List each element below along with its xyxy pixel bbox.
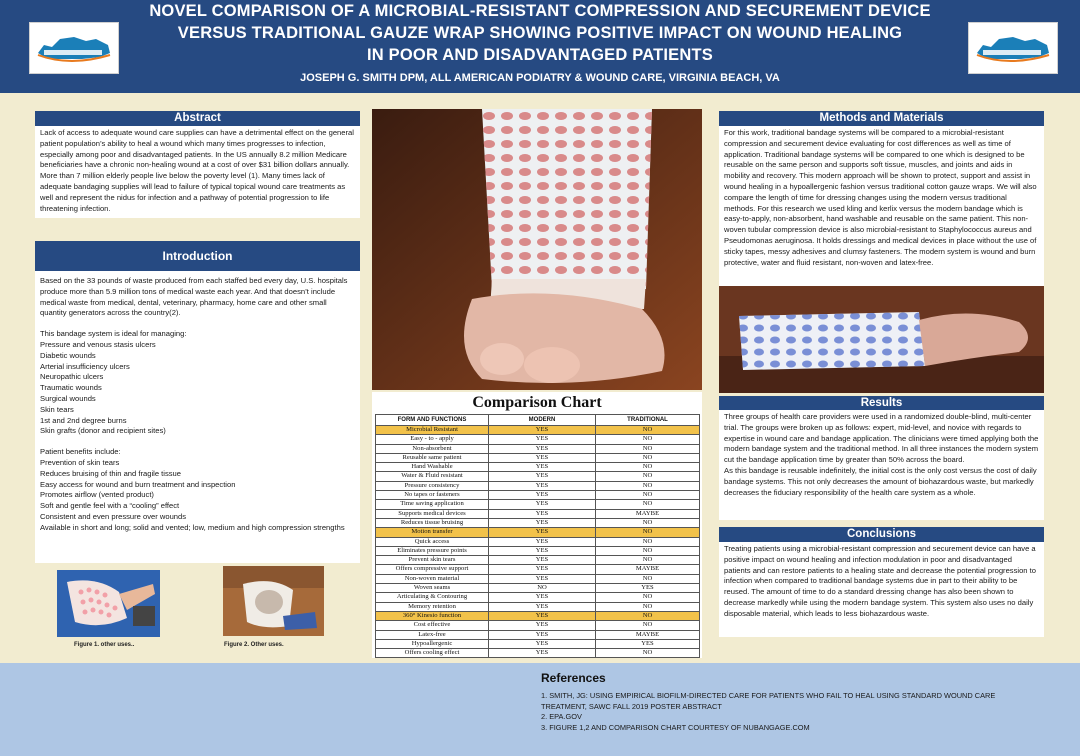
feature-cell: Water & Fluid resistant [376,472,489,481]
feature-cell: Latex-free [376,630,489,639]
comparison-row [376,537,700,546]
traditional-cell: NO [596,621,700,630]
traditional-cell: NO [596,537,700,546]
ideal-item: Neuropathic ulcers [40,372,104,382]
modern-cell: YES [489,630,596,639]
modern-cell: YES [489,565,596,574]
modern-cell: NO [489,584,596,593]
feature-cell: Supports medical devices [376,509,489,518]
feature-cell: Eliminates pressure points [376,546,489,555]
modern-cell: YES [489,481,596,490]
traditional-cell: NO [596,472,700,481]
modern-cell: YES [489,546,596,555]
traditional-cell: NO [596,556,700,565]
traditional-cell: NO [596,546,700,555]
comparison-row [376,621,700,630]
conclusions-section [719,527,1044,637]
feature-cell: Prevent skin tears [376,556,489,565]
traditional-cell: NO [596,481,700,490]
poster-header [0,0,1080,93]
title-line-2: VERSUS TRADITIONAL GAUZE WRAP SHOWING POSITIVE IMPACT ON WOUND HEALING [177,24,903,42]
feature-cell: Hypoallergenic [376,639,489,648]
feature-cell: Quick access [376,537,489,546]
comparison-row [376,639,700,648]
reference-item: 3. FIGURE 1,2 AND COMPARISON CHART COURTESY OF NUBANGAGE.COM [541,722,810,732]
comparison-row [376,463,700,472]
feature-cell: 360° Kinesio function [376,611,489,620]
ideal-item: Pressure and venous stasis ulcers [40,339,156,349]
comparison-row [376,630,700,639]
title-line-1: NOVEL COMPARISON OF A MICROBIAL-RESISTANT COMPRESSION AND SECUREMENT DEVICE [149,2,931,20]
benefits-intro: Patient benefits include: [40,447,121,457]
conclusions-heading: Conclusions [719,527,1044,542]
modern-cell: YES [489,444,596,453]
traditional-cell: NO [596,602,700,611]
benefit-item: Promotes airflow (vented product) [40,490,154,500]
comparison-row [376,500,700,509]
foot-photo-large [372,109,702,390]
ideal-intro: This bandage system is ideal for managing: [40,329,187,339]
abstract-heading: Abstract [35,111,360,126]
reference-item: 1. SMITH, JG: USING EMPIRICAL BIOFILM-DIRECTED CARE FOR PATIENTS WHO FAIL TO HEAL USING STANDARD WOUND CARE TREATMENT, SAWC FALL 2019 POSTER ABSTRACT [541,691,996,711]
modern-cell: YES [489,556,596,565]
feature-cell: Microbial Resistant [376,426,489,435]
traditional-cell: NO [596,574,700,583]
modern-cell: YES [489,621,596,630]
conclusions-text: Treating patients using a microbial-resistant compression and securement device can have a positive impact on wound healing and infection modulation in poor and disadvantaged patients and can restore patients to a healing state and decrease the potential progression to infection when compared to traditional bandage systems due in part to their ability to be reused. The amount of time to do a standard dressing change has also been shown to decrease markedly while using the modern bandage system. This system also uses no daily disposable material, which leads to less biohazardous waste. [724,544,1036,618]
title-line-3: IN POOR AND DISADVANTAGED PATIENTS [367,46,713,64]
comparison-row [376,546,700,555]
comparison-chart [372,392,702,658]
traditional-cell: NO [596,426,700,435]
traditional-cell: NO [596,649,700,658]
comparison-header-row [376,415,700,426]
feature-cell: Pressure consistency [376,481,489,490]
feature-cell: Non-absorbent [376,444,489,453]
comparison-row [376,426,700,435]
comparison-title: Comparison Chart [472,394,602,411]
figure-2-caption: Figure 2. Other uses. [224,642,284,648]
traditional-cell: MAYBE [596,509,700,518]
modern-cell: YES [489,528,596,537]
foot-photo-side [719,286,1044,393]
comparison-row [376,509,700,518]
comparison-row [376,518,700,527]
references-heading: References [541,671,606,685]
results-paragraph: As this bandage is reusable indefinitely, the initial cost is the only cost versus the cost of daily bandage systems. This not only decreases the amount of biohazardous waste, but markedly decreases the fiduciary responsibility of the health care system as a whole. [724,465,1037,497]
comparison-table [375,414,700,658]
modern-cell: YES [489,537,596,546]
feature-cell: Memory retention [376,602,489,611]
modern-cell: YES [489,463,596,472]
traditional-cell: YES [596,584,700,593]
column-header: TRADITIONAL [596,415,700,426]
left-logo [29,22,119,74]
comparison-row [376,472,700,481]
introduction-section [35,241,360,563]
methods-text: For this work, traditional bandage systems will be compared to a microbial-resistant compression and securement device evaluating for cost differences as well as time of application. Traditional bandage systems will be compared to one which is designed to be reusable on the same person and supports soft tissue, muscles, and joints and aids in mobility and recovery. This modern approach will be shown to protect, support and assist in wound healing in a hypoallergenic fashion versus traditional cotton gauze wraps. We will also compare the length of time for dressing changes using the modern versus traditional methods. For this research we used kling and kerlix versus the modern bandage which is easy-to-apply, non-absorbent, hand washable and reusable on the same patient. This non-woven tubular compression device is also microbial-resistant to Staphylococcus aureus and Pseudomonas aeruginosa. It holds dressings and medical devices in place without the use of sticky tapes, messy adhesives and clumsy fasteners. The modern system is wound and burn protective, water and fluid resistant, non-woven and latex-free. [724,128,1037,267]
column-header: FORM AND FUNCTIONS [376,415,489,426]
traditional-cell: MAYBE [596,630,700,639]
feature-cell: Reduces tissue bruising [376,518,489,527]
ideal-item: Arterial insufficiency ulcers [40,361,130,371]
comparison-row [376,602,700,611]
modern-cell: YES [489,491,596,500]
methods-section [719,111,1044,286]
feature-cell: Motion transfer [376,528,489,537]
figure-1-image [57,570,160,637]
traditional-cell: NO [596,528,700,537]
traditional-cell: YES [596,639,700,648]
comparison-row [376,444,700,453]
feature-cell: Hand Washable [376,463,489,472]
comparison-row [376,611,700,620]
ideal-item: Skin tears [40,404,74,414]
traditional-cell: NO [596,611,700,620]
comparison-row [376,584,700,593]
feature-cell: Offers compressive support [376,565,489,574]
modern-cell: YES [489,426,596,435]
traditional-cell: NO [596,500,700,509]
modern-cell: YES [489,639,596,648]
traditional-cell: NO [596,491,700,500]
comparison-row [376,593,700,602]
traditional-cell: NO [596,435,700,444]
comparison-row [376,574,700,583]
feature-cell: Reusable same patient [376,453,489,462]
author-line: JOSEPH G. SMITH DPM, ALL AMERICAN PODIATRY & WOUND CARE, VIRGINIA BEACH, VA [300,72,780,84]
feature-cell: Time saving application [376,500,489,509]
comparison-row [376,491,700,500]
methods-heading: Methods and Materials [719,111,1044,126]
ideal-item: Skin grafts (donor and recipient sites) [40,426,166,436]
modern-cell: YES [489,602,596,611]
feature-cell: Non-woven material [376,574,489,583]
modern-cell: YES [489,649,596,658]
modern-cell: YES [489,574,596,583]
introduction-heading: Introduction [35,241,360,271]
feature-cell: Articulating & Contouring [376,593,489,602]
ideal-item: Surgical wounds [40,393,96,403]
feature-cell: Woven seams [376,584,489,593]
results-heading: Results [719,396,1044,410]
traditional-cell: NO [596,463,700,472]
comparison-row [376,565,700,574]
benefit-item: Consistent and even pressure over wounds [40,511,187,521]
comparison-row [376,649,700,658]
abstract-text: Lack of access to adequate wound care supplies can have a detrimental effect on the general patient population’s ability to heal a wound which many times progresses to infection, especially among poor and disadvantaged patients. In the US annually 8.2 million Medicare beneficiaries have a chronic non-healing wound at a cost of over $31 billion dollars annually. More than 7 million elderly people live below the poverty level (1). Many times lack of adequate bandaging supplies will lead to failure of typical topical wound care treatments as well and represent the nidus for infection and a pathway of potential progression to life threatening infection. [40,128,354,213]
abstract-section [35,111,360,218]
benefit-item: Available in short and long; solid and vented; low, medium and high compression strengths [40,522,345,532]
right-logo [968,22,1058,74]
ideal-item: 1st and 2nd degree burns [40,415,127,425]
figure-2-image [223,566,324,636]
modern-cell: YES [489,509,596,518]
benefit-item: Prevention of skin tears [40,457,120,467]
benefit-item: Soft and gentle feel with a “cooling” effect [40,501,180,511]
modern-cell: YES [489,453,596,462]
modern-cell: YES [489,518,596,527]
benefit-item: Reduces bruising of thin and fragile tissue [40,468,181,478]
benefit-item: Easy access for wound and burn treatment and inspection [40,479,236,489]
figure-1-caption: Figure 1. other uses.. [74,642,135,648]
modern-cell: YES [489,611,596,620]
comparison-row [376,556,700,565]
results-section [719,396,1044,520]
poster-title [120,0,960,66]
references-section [0,663,1080,756]
feature-cell: Cost effective [376,621,489,630]
traditional-cell: NO [596,518,700,527]
modern-cell: YES [489,593,596,602]
comparison-row [376,453,700,462]
feature-cell: Easy - to - apply [376,435,489,444]
ideal-item: Diabetic wounds [40,350,96,360]
reference-item: 2. EPA.GOV [541,712,582,721]
feature-cell: Offers cooling effect [376,649,489,658]
column-header: MODERN [489,415,596,426]
results-paragraph: Three groups of health care providers were used in a randomized double-blind, multi-center trial. The groups were broken up as follows: expert, mid-level, and novice with regards to expertise in wound care and bandage application. The clinicians were timed applying both the modern bandage system and the traditional method. In all three instances the modern system cut the bandage application time by greater than 50% across the board. [724,412,1039,465]
feature-cell: No tapes or fasteners [376,491,489,500]
comparison-row [376,481,700,490]
modern-cell: YES [489,500,596,509]
traditional-cell: NO [596,453,700,462]
traditional-cell: MAYBE [596,565,700,574]
comparison-row [376,435,700,444]
introduction-paragraph: Based on the 33 pounds of waste produced from each staffed bed every day, U.S. hospitals produce more than 5.9 million tons of medical waste each year. And that doesn’t include medical waste from medical, dental, veterinary, pharmacy, home care and other small quantity generators across the country(2). [40,276,348,318]
traditional-cell: NO [596,444,700,453]
ideal-item: Traumatic wounds [40,383,102,393]
traditional-cell: NO [596,593,700,602]
comparison-row [376,528,700,537]
modern-cell: YES [489,435,596,444]
modern-cell: YES [489,472,596,481]
